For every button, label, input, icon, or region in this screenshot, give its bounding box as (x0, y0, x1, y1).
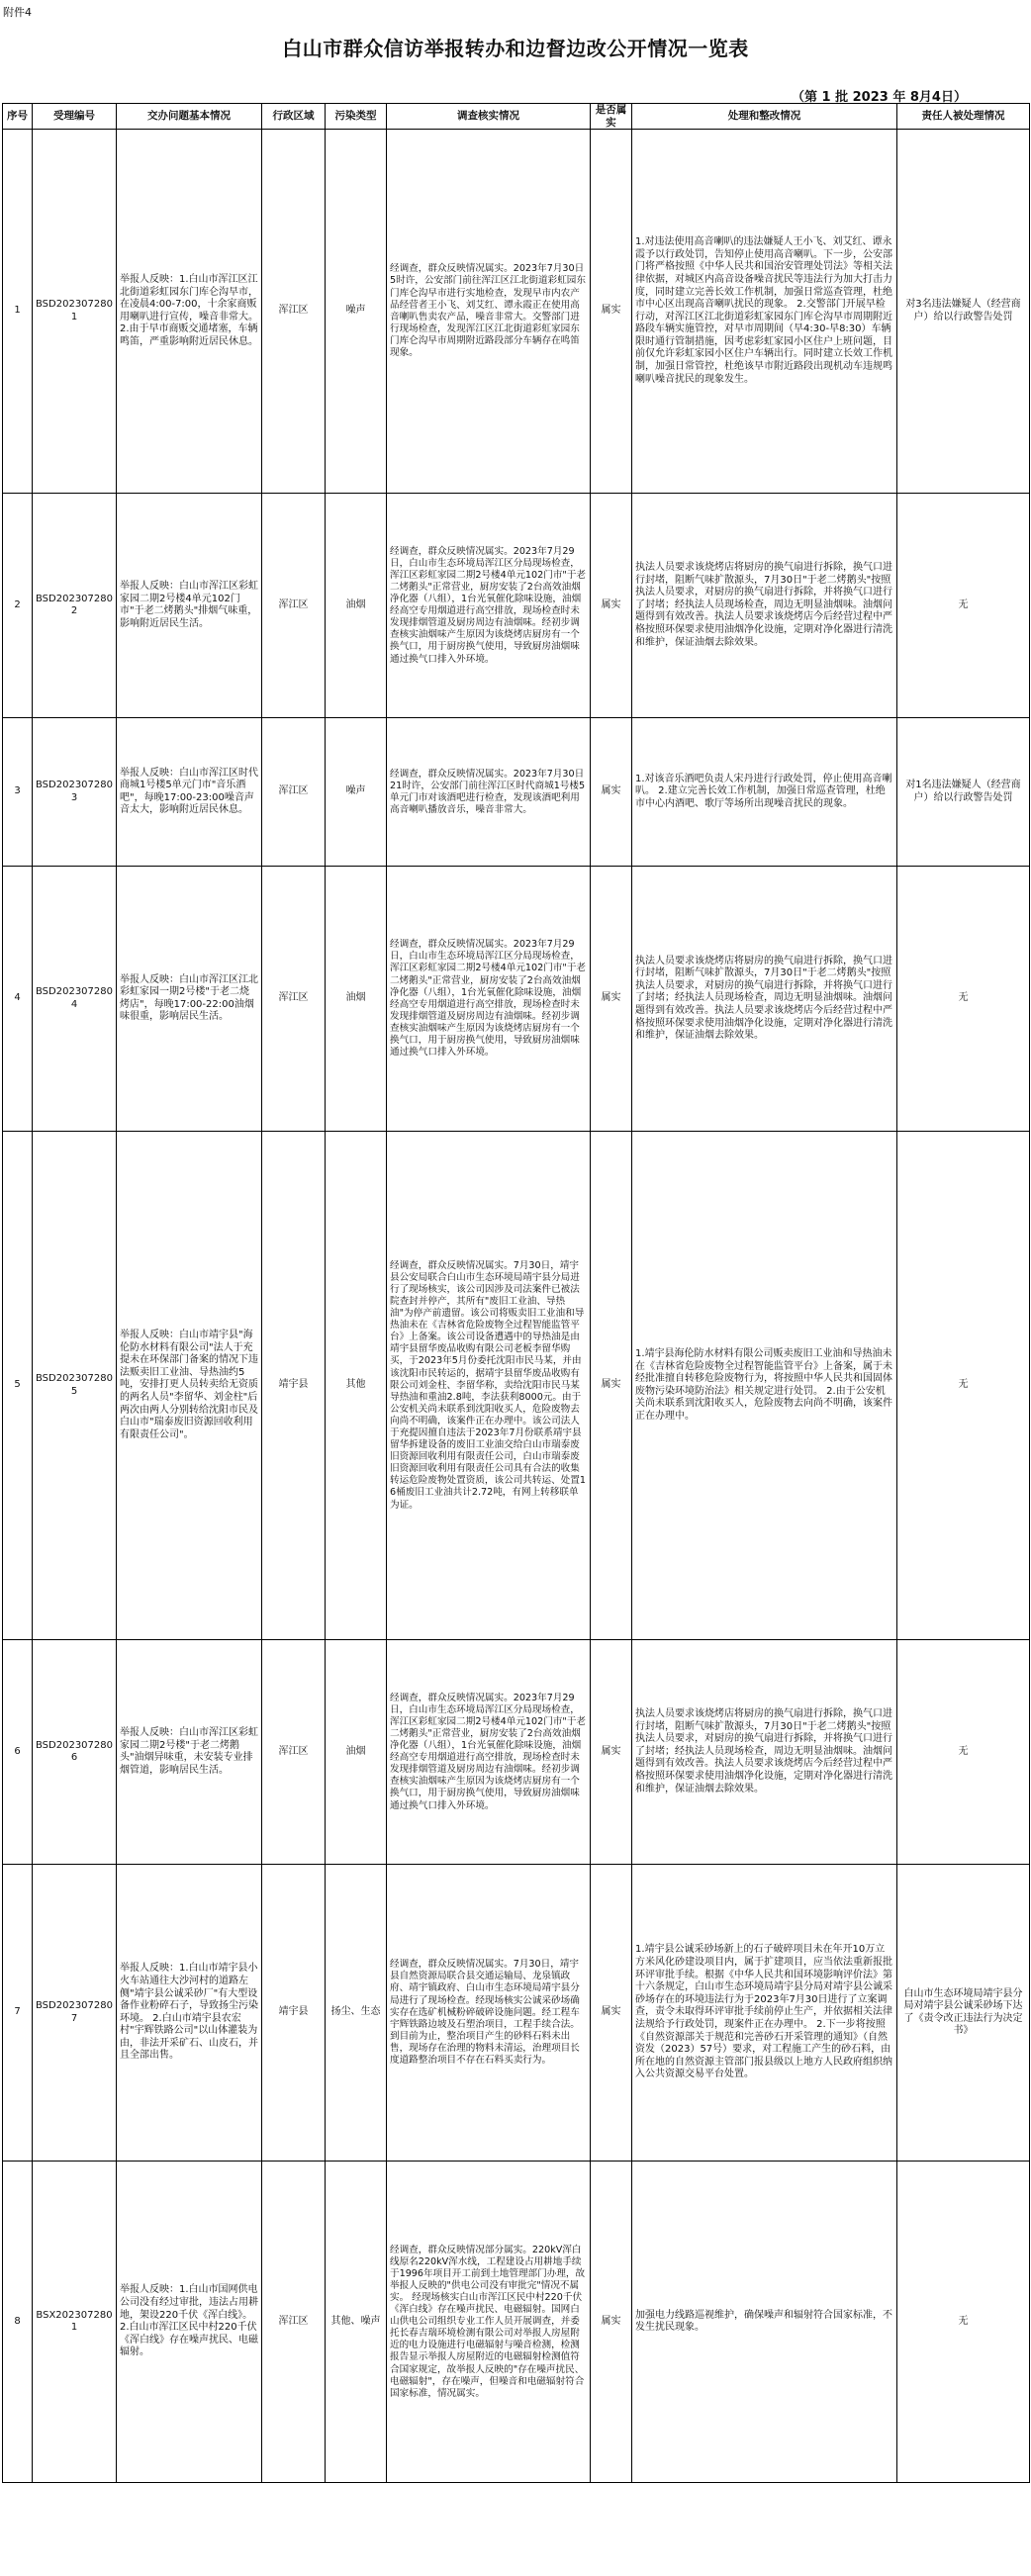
investigation-result-cell: 经调查，群众反映情况属实。2023年7月29日，白山市生态环境局浑江区分局现场检查，浑江区彩虹家园二期2号楼4单元102门市"于老二烤鹅头"正常营业，厨房安装了2台高效油烟净化器（八组），1台光氧催化除味设施，油烟经高空专用烟道进行高空排放，现场检查时未发现排烟管道及厨房周边有油烟味。经初步调查核实油烟味产生原因为该烧烤店厨房有一个换气口，用于厨房换气使用，导致厨房油烟味通过换气口排入外环境。 (387, 494, 591, 718)
pollution-type-cell: 其他 (326, 1132, 387, 1640)
table-row (3, 1865, 1030, 2162)
row-number-cell: 4 (3, 867, 33, 1132)
issue-summary-cell: 举报人反映：白山市浑江区江北彩虹家园一期2号楼"于老二烧烤店"，每晚17:00-22:00油烟味很重，影响居民生活。 (117, 867, 262, 1132)
row-number-cell: 8 (3, 2162, 33, 2483)
table-row (3, 867, 1030, 1132)
punishment-result-cell: 白山市生态环境局靖宇县分局对靖宇县公诚采砂场下达了《责令改正违法行为决定书》 (897, 1865, 1030, 2162)
punishment-result-cell: 对1名违法嫌疑人（经营商户）给以行政警告处罚 (897, 718, 1030, 867)
row-number-cell: 2 (3, 494, 33, 718)
receipt-code-cell: BSD2023072805 (33, 1132, 117, 1640)
pollution-type-cell: 噪声 (326, 130, 387, 494)
handling-result-cell: 1.靖宇县公诚采砂场新上的石子破碎项目未在年开10万立方米风化砂建设项目内，属于扩建项目，应当依法重新报批环评审批手续。根据《中华人民共和国环境影响评价法》第十六条规定，白山市生态环境局靖宇县分局对靖宇县公诚采砂场存在的环境违法行为于2023年7月30日进行了立案调查，责令未取得环评审批手续前停止生产，并依据相关法律法规给予行政处罚，现案件正在办理中。 2.下一步将按照《自然资源部关于规范和完善砂石开采管理的通知》（自然资发（2023）57号）要求，对工程施工产生的砂石料，由所在地的自然资源主管部门报县级以上地方人民政府组织纳入公共资源交易平台处置。 (632, 1865, 897, 2162)
punishment-result-cell: 对3名违法嫌疑人（经营商户）给以行政警告处罚 (897, 130, 1030, 494)
admin-region-cell: 浑江区 (262, 867, 326, 1132)
investigation-result-cell: 经调查，群众反映情况部分属实。220kV浑白线原名220kV浑水线，工程建设占用耕地手续于1996年项目开工前到土地管理部门办理，故举报人反映的"供电公司没有审批完"情况不属实。 经现场核实白山市浑江区民中村220千伏《浑白线》存在噪声扰民、电磁辐射。国网白山供电公司组织专业工作人员开展调查，并委托长春吉瑞环境检测有限公司对举报人房屋附近的电力设施进行电磁辐射与噪音检测，检测报告显示举报人房屋附近的电磁辐射检测值符合国家规定，故举报人反映的"存在噪声扰民、电磁辐射"，存在噪声，但噪音和电磁辐射符合国家标准，情况属实。 (387, 2162, 591, 2483)
column-header: 处理和整改情况 (632, 104, 897, 130)
admin-region-cell: 靖宇县 (262, 1865, 326, 2162)
row-number-cell: 5 (3, 1132, 33, 1640)
issue-summary-cell: 举报人反映：白山市靖宇县"海伦防水材料有限公司"法人于充提未在环保部门备案的情况下违法贩卖旧工业油、导热油约5吨，安排打更人员转卖给无资质的两名人员"李留华、刘金柱"后两次由两人分别转给沈阳市民及白山市"瑞泰废旧资源回收利用有限责任公司"。 (117, 1132, 262, 1640)
handling-result-cell: 执法人员要求该烧烤店将厨房的换气扇进行拆除，换气口进行封堵，阻断气味扩散源头，7月30日"于老二烤鹅头"按照执法人员要求，对厨房的换气扇进行拆除，并将换气口进行了封堵；经执法人员现场检查，周边无明显油烟味。油烟问题得到有效改善。执法人员要求该烧烤店今后经营过程中严格按照环保要求使用油烟净化设施，定期对净化器进行清洗和维护，保证油烟去除效果。 (632, 1640, 897, 1865)
receipt-code-cell: BSD2023072807 (33, 1865, 117, 2162)
table-row (3, 130, 1030, 494)
punishment-result-cell: 无 (897, 494, 1030, 718)
table-row (3, 718, 1030, 867)
handling-result-cell: 执法人员要求该烧烤店将厨房的换气扇进行拆除，换气口进行封堵，阻断气味扩散源头，7月30日"于老二烤鹅头"按照执法人员要求，对厨房的换气扇进行拆除，并将换气口进行了封堵；经执法人员现场检查，周边无明显油烟味。油烟问题得到有效改善。执法人员要求该烧烤店今后经营过程中严格按照环保要求使用油烟净化设施，定期对净化器进行清洗和维护，保证油烟去除效果。 (632, 867, 897, 1132)
punishment-result-cell: 无 (897, 2162, 1030, 2483)
admin-region-cell: 浑江区 (262, 2162, 326, 2483)
issue-summary-cell: 举报人反映：1.白山市浑江区江北街道彩虹园东门库仑沟早市，在凌晨4:00-7:00，十余家商贩用喇叭进行宣传，噪音非常大。 2.由于早市商贩交通堵塞，车辆鸣笛，严重影响附近居民休息。 (117, 130, 262, 494)
attachment-label: 附件4 (3, 6, 32, 19)
punishment-result-cell: 无 (897, 1132, 1030, 1640)
punishment-result-cell: 无 (897, 1640, 1030, 1865)
pollution-type-cell: 油烟 (326, 1640, 387, 1865)
handling-result-cell: 1.对该音乐酒吧负责人宋丹进行行政处罚，停止使用高音喇叭。 2.建立完善长效工作机制，加强日常巡查管理，杜绝市中心内酒吧、歌厅等场所出现噪音扰民的现象。 (632, 718, 897, 867)
column-header: 责任人被处理情况 (897, 104, 1030, 130)
investigation-result-cell: 经调查，群众反映情况属实。7月30日，靖宇县自然资源局联合县交通运输局、龙泉镇政府、靖宇镇政府、白山市生态环境局靖宇县分局进行了现场检查。经现场核实公诚采砂场确实存在选矿机械粉碎破碎设施问题。经工程车宇辉铁路边坡及石塑治项目，工程手续合法。到目前为止，整治项目产生的砂料石料未出售，现场存在治理的物料未清运，治理项目长度道路整治项目不存在石料买卖行为。 (387, 1865, 591, 2162)
pollution-type-cell: 噪声 (326, 718, 387, 867)
handling-result-cell: 加强电力线路巡视维护，确保噪声和辐射符合国家标准，不发生扰民现象。 (632, 2162, 897, 2483)
investigation-result-cell: 经调查，群众反映情况属实。7月30日，靖宇县公安局联合白山市生态环境局靖宇县分局进行了现场核实，该公司因涉及司法案件已被法院查封并停产，其所有"废旧工业油、导热油"为停产前遗留。该公司将贩卖旧工业油和导热油未在《吉林省危险废物全过程智能监管平台》上备案。该公司设备遭遇中的导热油是由靖宇县留华废品收购有限公司老板李留华购买，于2023年5月份委托沈阳市民马某，并由该沈阳市民转运的，据靖宇县留华废品收购有限公司刘金柱、李留华称，卖给沈阳市民马某导热油和重油2.8吨，李法获利8000元。由于公安机关尚未联系到沈阳收买人，危险废物去向尚不明确，该案件正在办理中。该公司法人于充提因擅自违法于2023年7月份联系靖宇县留华拆建设备的废旧工业油交给白山市瑞泰废旧资源回收利用有限责任公司，白山市瑞泰废旧资源回收利用有限责任公司具有合法的收集转运危险废物处置资质，该公司共转运、处置16桶废旧工业油共计2.72吨，有网上转移联单为证。 (387, 1132, 591, 1640)
table-header-row (3, 104, 1030, 130)
admin-region-cell: 靖宇县 (262, 1132, 326, 1640)
issue-summary-cell: 举报人反映：白山市浑江区彩虹家园二期2号楼"于老二烤鹅头"油烟异味重，未安装专业排烟管道，影响居民生活。 (117, 1640, 262, 1865)
row-number-cell: 6 (3, 1640, 33, 1865)
petition-table (2, 103, 1030, 2483)
verified-status-cell: 属实 (591, 1640, 632, 1865)
handling-result-cell: 1.对违法使用高音喇叭的违法嫌疑人王小飞、刘艾红、谭永霞予以行政处罚，告知停止使用高音喇叭。下一步，公安部门将严格按照《中华人民共和国治安管理处罚法》等相关法律依据，对城区内高音设备噪音扰民等违法行为加大打击力度，同时建立完善长效工作机制，加强日常巡查管理，杜绝市中心区出现高音喇叭扰民的现象。 2.交警部门开展早检行动，对浑江区江北街道彩虹家园东门库仑沟早市周期附近路段车辆实施管控，对早市周期间（早4:30-早8:30）车辆限时通行管制措施，因考虑彩虹家园小区住户上班问题，目前仅允许彩虹家园小区住户车辆出行。同时建立长效工作机制，加强日常管控，杜绝该早市附近路段出现机动车违规鸣喇叭噪音扰民的现象发生。 (632, 130, 897, 494)
admin-region-cell: 浑江区 (262, 494, 326, 718)
receipt-code-cell: BSD2023072806 (33, 1640, 117, 1865)
table-row (3, 2162, 1030, 2483)
investigation-result-cell: 经调查，群众反映情况属实。2023年7月29日，白山市生态环境局浑江区分局现场检查，浑江区彩虹家园二期2号楼4单元102门市"于老二烤鹅头"正常营业，厨房安装了2台高效油烟净化器（八组），1台光氧催化除味设施，油烟经高空专用烟道进行高空排放，现场检查时未发现排烟管道及厨房周边有油烟味。经初步调查核实油烟味产生原因为该烧烤店厨房有一个换气口，用于厨房换气使用，导致厨房油烟味通过换气口排入外环境。 (387, 867, 591, 1132)
receipt-code-cell: BSX2023072801 (33, 2162, 117, 2483)
pollution-type-cell: 扬尘、生态 (326, 1865, 387, 2162)
batch-info: （第 1 批 2023 年 8月4日） (792, 90, 967, 105)
admin-region-cell: 浑江区 (262, 718, 326, 867)
table-row (3, 494, 1030, 718)
column-header: 受理编号 (33, 104, 117, 130)
investigation-result-cell: 经调查，群众反映情况属实。2023年7月29日，白山市生态环境局浑江区分局现场检查，浑江区彩虹家园二期2号楼4单元102门市"于老二烤鹅头"正常营业，厨房安装了2台高效油烟净化器（八组），1台光氧催化除味设施，油烟经高空专用烟道进行高空排放，现场检查时未发现排烟管道及厨房周边有油烟味。经初步调查核实油烟味产生原因为该烧烤店厨房有一个换气口，用于厨房换气使用，导致厨房油烟味通过换气口排入外环境。 (387, 1640, 591, 1865)
handling-result-cell: 1.靖宇县海伦防水材料有限公司贩卖废旧工业油和导热油未在《吉林省危险废物全过程智能监管平台》上备案，属于未经批准擅自转移危险废物行为，将按照中华人民共和国固体废物污染环境防治法》相关规定进行处罚。 2.由于公安机关尚未联系到沈阳收买人，危险废物去向尚不明确，该案件正在办理中。 (632, 1132, 897, 1640)
admin-region-cell: 浑江区 (262, 130, 326, 494)
admin-region-cell: 浑江区 (262, 1640, 326, 1865)
verified-status-cell: 属实 (591, 1865, 632, 2162)
verified-status-cell: 属实 (591, 1132, 632, 1640)
column-header: 污染类型 (326, 104, 387, 130)
verified-status-cell: 属实 (591, 2162, 632, 2483)
pollution-type-cell: 油烟 (326, 494, 387, 718)
verified-status-cell: 属实 (591, 130, 632, 494)
column-header: 是否属实 (591, 104, 632, 130)
row-number-cell: 3 (3, 718, 33, 867)
receipt-code-cell: BSD2023072803 (33, 718, 117, 867)
receipt-code-cell: BSD2023072804 (33, 867, 117, 1132)
verified-status-cell: 属实 (591, 867, 632, 1132)
pollution-type-cell: 其他、噪声 (326, 2162, 387, 2483)
column-header: 调查核实情况 (387, 104, 591, 130)
column-header: 交办问题基本情况 (117, 104, 262, 130)
verified-status-cell: 属实 (591, 494, 632, 718)
pollution-type-cell: 油烟 (326, 867, 387, 1132)
verified-status-cell: 属实 (591, 718, 632, 867)
investigation-result-cell: 经调查，群众反映情况属实。2023年7月30日5时许，公安部门前往浑江区江北街道彩虹园东门库仑沟早市进行实地检查，发现早市内农产品经营者王小飞、刘艾红、谭永霞正在使用高音喇叭售卖农产品，噪音非常大。交警部门进行现场检查，发现浑江区江北街道彩虹家园东门库仑沟早市周期附近路段部分车辆存在鸣笛现象。 (387, 130, 591, 494)
row-number-cell: 1 (3, 130, 33, 494)
receipt-code-cell: BSD2023072801 (33, 130, 117, 494)
issue-summary-cell: 举报人反映：1.白山市靖宇县小火车站通往大沙河村的道路左侧"靖宇县公诚采砂厂"有大型设备作业粉碎石子，导致扬尘污染环境。 2.白山市靖宇县农宏村"宇辉铁路公司"以山体灌装为由，非法开采矿石、山皮石，并且全部出售。 (117, 1865, 262, 2162)
issue-summary-cell: 举报人反映：白山市浑江区彩虹家园二期2号楼4单元102门市"于老二烤鹅头"排烟气味重，影响附近居民生活。 (117, 494, 262, 718)
column-header: 序号 (3, 104, 33, 130)
punishment-result-cell: 无 (897, 867, 1030, 1132)
page-title: 白山市群众信访举报转办和边督边改公开情况一览表 (282, 37, 749, 60)
handling-result-cell: 执法人员要求该烧烤店将厨房的换气扇进行拆除，换气口进行封堵，阻断气味扩散源头，7月30日"于老二烤鹅头"按照执法人员要求，对厨房的换气扇进行拆除，并将换气口进行了封堵；经执法人员现场检查，周边无明显油烟味。油烟问题得到有效改善。执法人员要求该烧烤店今后经营过程中严格按照环保要求使用油烟净化设施，定期对净化器进行清洗和维护，保证油烟去除效果。 (632, 494, 897, 718)
table-row (3, 1132, 1030, 1640)
investigation-result-cell: 经调查，群众反映情况属实。2023年7月30日21时许，公安部门前往浑江区时代商城1号楼5单元门市对该酒吧进行检查，发现该酒吧利用高音喇叭播放音乐，噪音非常大。 (387, 718, 591, 867)
receipt-code-cell: BSD2023072802 (33, 494, 117, 718)
table-row (3, 1640, 1030, 1865)
issue-summary-cell: 举报人反映：1.白山市国网供电公司没有经过审批，违法占用耕地，架设220千伏《浑白线》。 2.白山市浑江区民中村220千伏《浑白线》存在噪声扰民、电磁辐射。 (117, 2162, 262, 2483)
column-header: 行政区域 (262, 104, 326, 130)
issue-summary-cell: 举报人反映：白山市浑江区时代商城1号楼5单元门市"音乐酒吧"，每晚17:00-23:00噪音声音太大，影响附近居民休息。 (117, 718, 262, 867)
row-number-cell: 7 (3, 1865, 33, 2162)
